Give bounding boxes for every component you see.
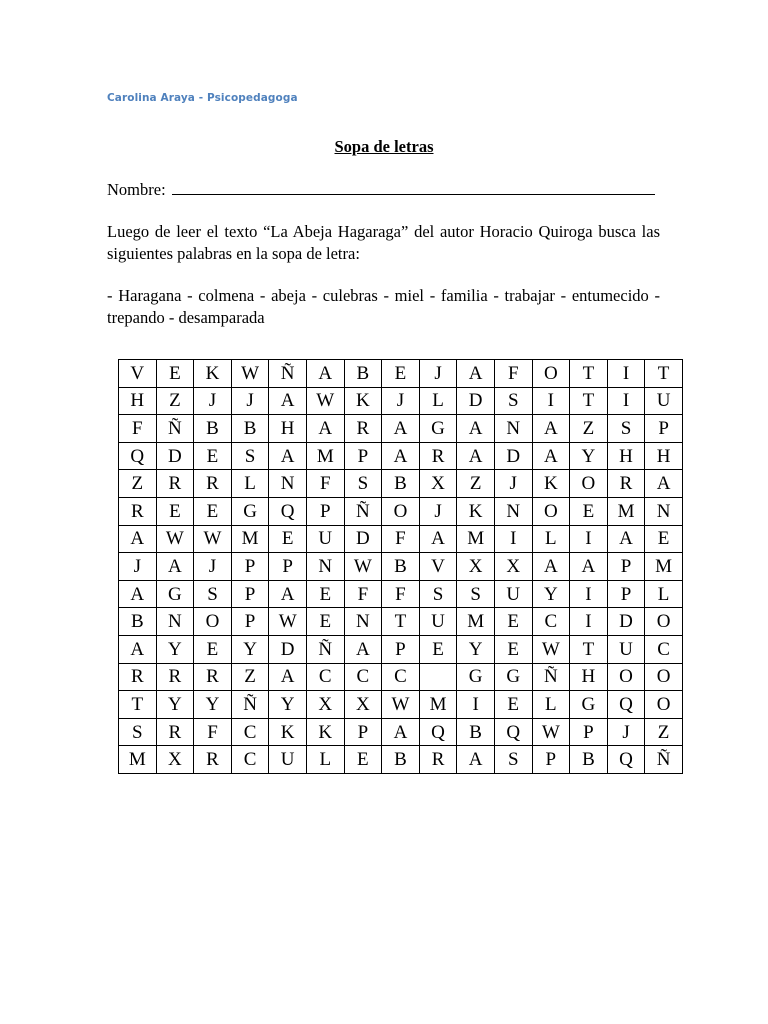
- grid-cell[interactable]: B: [570, 746, 608, 774]
- grid-cell[interactable]: A: [532, 553, 570, 581]
- grid-cell[interactable]: Y: [532, 580, 570, 608]
- grid-cell[interactable]: Y: [156, 691, 194, 719]
- grid-cell[interactable]: P: [231, 608, 269, 636]
- grid-cell[interactable]: E: [382, 360, 420, 388]
- grid-cell[interactable]: L: [645, 580, 683, 608]
- grid-cell[interactable]: J: [382, 387, 420, 415]
- grid-cell[interactable]: L: [231, 470, 269, 498]
- grid-cell[interactable]: Ñ: [156, 415, 194, 443]
- grid-cell[interactable]: G: [494, 663, 532, 691]
- grid-cell[interactable]: T: [570, 635, 608, 663]
- grid-cell[interactable]: I: [457, 691, 495, 719]
- grid-cell[interactable]: B: [231, 415, 269, 443]
- grid-cell[interactable]: S: [119, 718, 157, 746]
- grid-cell[interactable]: O: [194, 608, 232, 636]
- grid-cell[interactable]: J: [119, 553, 157, 581]
- grid-cell[interactable]: P: [231, 580, 269, 608]
- grid-cell[interactable]: O: [645, 691, 683, 719]
- grid-cell[interactable]: V: [119, 360, 157, 388]
- grid-cell[interactable]: C: [306, 663, 344, 691]
- grid-cell[interactable]: I: [570, 525, 608, 553]
- grid-cell[interactable]: Ñ: [645, 746, 683, 774]
- grid-cell[interactable]: M: [457, 608, 495, 636]
- grid-cell[interactable]: D: [156, 442, 194, 470]
- grid-cell[interactable]: R: [119, 663, 157, 691]
- grid-cell[interactable]: F: [194, 718, 232, 746]
- grid-cell[interactable]: O: [532, 497, 570, 525]
- grid-cell[interactable]: E: [194, 497, 232, 525]
- grid-cell[interactable]: G: [156, 580, 194, 608]
- grid-cell[interactable]: Z: [645, 718, 683, 746]
- grid-cell[interactable]: R: [156, 470, 194, 498]
- grid-cell[interactable]: N: [344, 608, 382, 636]
- grid-cell[interactable]: X: [419, 470, 457, 498]
- grid-cell[interactable]: M: [457, 525, 495, 553]
- grid-cell[interactable]: K: [269, 718, 307, 746]
- grid-cell[interactable]: T: [570, 387, 608, 415]
- grid-cell[interactable]: W: [156, 525, 194, 553]
- grid-cell[interactable]: J: [194, 387, 232, 415]
- grid-cell[interactable]: E: [494, 635, 532, 663]
- grid-cell[interactable]: I: [607, 360, 645, 388]
- grid-cell[interactable]: A: [457, 360, 495, 388]
- grid-cell[interactable]: D: [344, 525, 382, 553]
- grid-cell[interactable]: O: [645, 608, 683, 636]
- grid-row: [119, 415, 683, 443]
- grid-row: [119, 635, 683, 663]
- grid-cell[interactable]: A: [119, 525, 157, 553]
- grid-row: [119, 663, 683, 691]
- grid-cell[interactable]: B: [344, 360, 382, 388]
- grid-cell[interactable]: W: [532, 635, 570, 663]
- grid-cell[interactable]: T: [570, 360, 608, 388]
- grid-cell[interactable]: A: [382, 718, 420, 746]
- grid-cell[interactable]: X: [494, 553, 532, 581]
- grid-cell[interactable]: M: [419, 691, 457, 719]
- grid-cell[interactable]: Z: [231, 663, 269, 691]
- grid-cell[interactable]: Ñ: [306, 635, 344, 663]
- grid-cell[interactable]: X: [156, 746, 194, 774]
- grid-cell[interactable]: O: [570, 470, 608, 498]
- grid-cell[interactable]: N: [269, 470, 307, 498]
- grid-cell[interactable]: M: [119, 746, 157, 774]
- grid-cell[interactable]: L: [306, 746, 344, 774]
- grid-row: [119, 746, 683, 774]
- grid-cell[interactable]: S: [457, 580, 495, 608]
- grid-cell[interactable]: T: [645, 360, 683, 388]
- grid-cell[interactable]: L: [419, 387, 457, 415]
- grid-row: [119, 691, 683, 719]
- grid-cell[interactable]: E: [570, 497, 608, 525]
- grid-cell[interactable]: I: [570, 580, 608, 608]
- grid-cell[interactable]: Q: [269, 497, 307, 525]
- grid-cell[interactable]: A: [269, 387, 307, 415]
- grid-cell[interactable]: S: [231, 442, 269, 470]
- grid-cell[interactable]: A: [269, 442, 307, 470]
- grid-cell[interactable]: P: [532, 746, 570, 774]
- grid-cell[interactable]: J: [419, 360, 457, 388]
- grid-cell[interactable]: Y: [457, 635, 495, 663]
- grid-row: [119, 580, 683, 608]
- grid-cell[interactable]: W: [532, 718, 570, 746]
- grid-cell[interactable]: J: [231, 387, 269, 415]
- grid-cell[interactable]: J: [419, 497, 457, 525]
- grid-cell[interactable]: S: [419, 580, 457, 608]
- grid-cell[interactable]: R: [419, 442, 457, 470]
- grid-cell[interactable]: A: [382, 442, 420, 470]
- grid-cell[interactable]: Ñ: [269, 360, 307, 388]
- grid-cell[interactable]: Q: [419, 718, 457, 746]
- grid-cell[interactable]: E: [306, 580, 344, 608]
- grid-cell[interactable]: F: [494, 360, 532, 388]
- grid-cell[interactable]: U: [494, 580, 532, 608]
- grid-cell[interactable]: P: [607, 553, 645, 581]
- word-list: - Haragana - colmena - abeja - culebras - miel - familia - trabajar - entumecido - trepando - desamparada: [107, 286, 660, 327]
- grid-cell[interactable]: Y: [194, 691, 232, 719]
- grid-cell[interactable]: W: [194, 525, 232, 553]
- grid-cell[interactable]: J: [607, 718, 645, 746]
- grid-cell[interactable]: W: [231, 360, 269, 388]
- grid-cell[interactable]: B: [194, 415, 232, 443]
- grid-cell[interactable]: A: [119, 635, 157, 663]
- grid-cell[interactable]: H: [269, 415, 307, 443]
- name-line: [107, 180, 655, 200]
- grid-cell[interactable]: Y: [156, 635, 194, 663]
- grid-cell[interactable]: S: [607, 415, 645, 443]
- grid-row: [119, 360, 683, 388]
- grid-cell[interactable]: R: [194, 663, 232, 691]
- grid-cell[interactable]: P: [645, 415, 683, 443]
- grid-cell[interactable]: W: [306, 387, 344, 415]
- grid-cell[interactable]: U: [607, 635, 645, 663]
- grid-cell[interactable]: P: [269, 553, 307, 581]
- grid-cell[interactable]: A: [419, 525, 457, 553]
- grid-cell[interactable]: E: [156, 497, 194, 525]
- grid-cell[interactable]: B: [119, 608, 157, 636]
- grid-cell[interactable]: K: [306, 718, 344, 746]
- grid-cell[interactable]: R: [119, 497, 157, 525]
- grid-cell[interactable]: H: [607, 442, 645, 470]
- grid-cell[interactable]: M: [645, 553, 683, 581]
- grid-cell[interactable]: R: [344, 415, 382, 443]
- grid-cell[interactable]: V: [419, 553, 457, 581]
- grid-cell[interactable]: R: [607, 470, 645, 498]
- grid-cell[interactable]: L: [532, 691, 570, 719]
- grid-cell[interactable]: A: [532, 442, 570, 470]
- grid-cell[interactable]: Ñ: [532, 663, 570, 691]
- grid-cell[interactable]: O: [382, 497, 420, 525]
- grid-cell[interactable]: R: [419, 746, 457, 774]
- grid-cell[interactable]: I: [607, 387, 645, 415]
- grid-row: [119, 497, 683, 525]
- grid-cell[interactable]: A: [457, 442, 495, 470]
- grid-cell[interactable]: E: [194, 442, 232, 470]
- grid-cell[interactable]: G: [231, 497, 269, 525]
- grid-cell[interactable]: X: [306, 691, 344, 719]
- grid-cell[interactable]: M: [306, 442, 344, 470]
- grid-row: [119, 470, 683, 498]
- grid-cell[interactable]: K: [532, 470, 570, 498]
- grid-cell[interactable]: R: [156, 718, 194, 746]
- grid-cell[interactable]: S: [194, 580, 232, 608]
- grid-cell[interactable]: E: [645, 525, 683, 553]
- grid-cell[interactable]: B: [382, 553, 420, 581]
- grid-cell[interactable]: A: [457, 415, 495, 443]
- page-title: Sopa de letras: [334, 137, 434, 156]
- grid-cell[interactable]: A: [269, 580, 307, 608]
- grid-cell[interactable]: A: [607, 525, 645, 553]
- grid-cell[interactable]: O: [607, 663, 645, 691]
- grid-cell[interactable]: H: [645, 442, 683, 470]
- grid-cell[interactable]: C: [532, 608, 570, 636]
- grid-cell[interactable]: H: [119, 387, 157, 415]
- instructions-paragraph: Luego de leer el texto “La Abeja Hagaraga” del autor Horacio Quiroga busca las siguientes palabras en la sopa de letra:: [107, 222, 660, 263]
- grid-cell[interactable]: M: [231, 525, 269, 553]
- grid-cell[interactable]: X: [344, 691, 382, 719]
- grid-cell[interactable]: K: [194, 360, 232, 388]
- grid-cell[interactable]: A: [344, 635, 382, 663]
- grid-cell[interactable]: Q: [119, 442, 157, 470]
- grid-row: [119, 387, 683, 415]
- author-note: Carolina Araya - Psicopedagoga: [107, 92, 298, 104]
- grid-cell[interactable]: B: [382, 746, 420, 774]
- grid-cell[interactable]: R: [194, 746, 232, 774]
- grid-cell[interactable]: A: [269, 663, 307, 691]
- grid-cell[interactable]: C: [344, 663, 382, 691]
- grid-cell[interactable]: S: [494, 746, 532, 774]
- grid-cell[interactable]: U: [645, 387, 683, 415]
- grid-cell[interactable]: Z: [156, 387, 194, 415]
- grid-cell[interactable]: G: [570, 691, 608, 719]
- grid-cell[interactable]: Z: [457, 470, 495, 498]
- grid-cell[interactable]: I: [570, 608, 608, 636]
- name-label: Nombre:: [107, 180, 166, 199]
- word-search-grid: [118, 359, 683, 774]
- grid-cell[interactable]: U: [269, 746, 307, 774]
- grid-cell[interactable]: [419, 663, 457, 691]
- grid-cell[interactable]: E: [156, 360, 194, 388]
- grid-cell[interactable]: G: [419, 415, 457, 443]
- grid-cell[interactable]: S: [344, 470, 382, 498]
- grid-cell[interactable]: N: [645, 497, 683, 525]
- grid-cell[interactable]: U: [306, 525, 344, 553]
- grid-cell[interactable]: E: [494, 691, 532, 719]
- grid-cell[interactable]: S: [494, 387, 532, 415]
- grid-cell[interactable]: P: [570, 718, 608, 746]
- grid-cell[interactable]: A: [306, 415, 344, 443]
- grid-cell[interactable]: N: [494, 415, 532, 443]
- grid-cell[interactable]: W: [382, 691, 420, 719]
- grid-cell[interactable]: I: [494, 525, 532, 553]
- grid-cell[interactable]: W: [269, 608, 307, 636]
- grid-cell[interactable]: W: [344, 553, 382, 581]
- grid-cell[interactable]: N: [156, 608, 194, 636]
- grid-cell[interactable]: D: [607, 608, 645, 636]
- grid-cell[interactable]: K: [457, 497, 495, 525]
- grid-cell[interactable]: E: [419, 635, 457, 663]
- grid-cell[interactable]: A: [156, 553, 194, 581]
- grid-row: [119, 608, 683, 636]
- grid-cell[interactable]: L: [532, 525, 570, 553]
- grid-cell[interactable]: N: [494, 497, 532, 525]
- grid-cell[interactable]: A: [382, 415, 420, 443]
- grid-cell[interactable]: Ñ: [344, 497, 382, 525]
- grid-cell[interactable]: U: [419, 608, 457, 636]
- grid-cell[interactable]: M: [607, 497, 645, 525]
- grid-cell[interactable]: Ñ: [231, 691, 269, 719]
- grid-cell[interactable]: N: [306, 553, 344, 581]
- grid-cell[interactable]: A: [570, 553, 608, 581]
- grid-cell[interactable]: R: [194, 470, 232, 498]
- grid-cell[interactable]: I: [532, 387, 570, 415]
- grid-cell[interactable]: D: [269, 635, 307, 663]
- grid-cell[interactable]: D: [457, 387, 495, 415]
- grid-cell[interactable]: P: [607, 580, 645, 608]
- grid-cell[interactable]: C: [382, 663, 420, 691]
- grid-cell[interactable]: A: [532, 415, 570, 443]
- grid-cell[interactable]: D: [494, 442, 532, 470]
- grid-cell[interactable]: C: [231, 718, 269, 746]
- grid-cell[interactable]: X: [457, 553, 495, 581]
- grid-row: [119, 525, 683, 553]
- grid-cell[interactable]: Y: [231, 635, 269, 663]
- grid-cell[interactable]: Q: [494, 718, 532, 746]
- grid-cell[interactable]: T: [119, 691, 157, 719]
- grid-cell[interactable]: C: [645, 635, 683, 663]
- grid-cell[interactable]: E: [494, 608, 532, 636]
- grid-cell[interactable]: E: [344, 746, 382, 774]
- grid-cell[interactable]: O: [532, 360, 570, 388]
- grid-cell[interactable]: E: [194, 635, 232, 663]
- grid-cell[interactable]: P: [306, 497, 344, 525]
- grid-cell[interactable]: P: [344, 442, 382, 470]
- grid-cell[interactable]: F: [382, 580, 420, 608]
- grid-cell[interactable]: F: [119, 415, 157, 443]
- grid-cell[interactable]: A: [645, 470, 683, 498]
- grid-cell[interactable]: P: [344, 718, 382, 746]
- grid-cell[interactable]: E: [269, 525, 307, 553]
- grid-row: [119, 442, 683, 470]
- grid-cell[interactable]: B: [382, 470, 420, 498]
- grid-cell[interactable]: O: [645, 663, 683, 691]
- name-blank-field[interactable]: [172, 180, 655, 195]
- grid-cell[interactable]: J: [194, 553, 232, 581]
- grid-cell[interactable]: F: [344, 580, 382, 608]
- grid-cell[interactable]: F: [382, 525, 420, 553]
- grid-cell[interactable]: J: [494, 470, 532, 498]
- grid-cell[interactable]: E: [306, 608, 344, 636]
- grid-cell[interactable]: P: [382, 635, 420, 663]
- grid-cell[interactable]: H: [570, 663, 608, 691]
- grid-cell[interactable]: Q: [607, 691, 645, 719]
- grid-cell[interactable]: A: [457, 746, 495, 774]
- grid-cell[interactable]: B: [457, 718, 495, 746]
- grid-cell[interactable]: F: [306, 470, 344, 498]
- grid-cell[interactable]: Z: [119, 470, 157, 498]
- grid-cell[interactable]: R: [156, 663, 194, 691]
- grid-row: [119, 718, 683, 746]
- grid-cell[interactable]: Y: [269, 691, 307, 719]
- grid-cell[interactable]: K: [344, 387, 382, 415]
- grid-cell[interactable]: Z: [570, 415, 608, 443]
- grid-cell[interactable]: Q: [607, 746, 645, 774]
- grid-cell[interactable]: A: [119, 580, 157, 608]
- grid-cell[interactable]: G: [457, 663, 495, 691]
- grid-cell[interactable]: T: [382, 608, 420, 636]
- grid-row: [119, 553, 683, 581]
- grid-cell[interactable]: Y: [570, 442, 608, 470]
- grid-cell[interactable]: C: [231, 746, 269, 774]
- grid-cell[interactable]: A: [306, 360, 344, 388]
- grid-cell[interactable]: P: [231, 553, 269, 581]
